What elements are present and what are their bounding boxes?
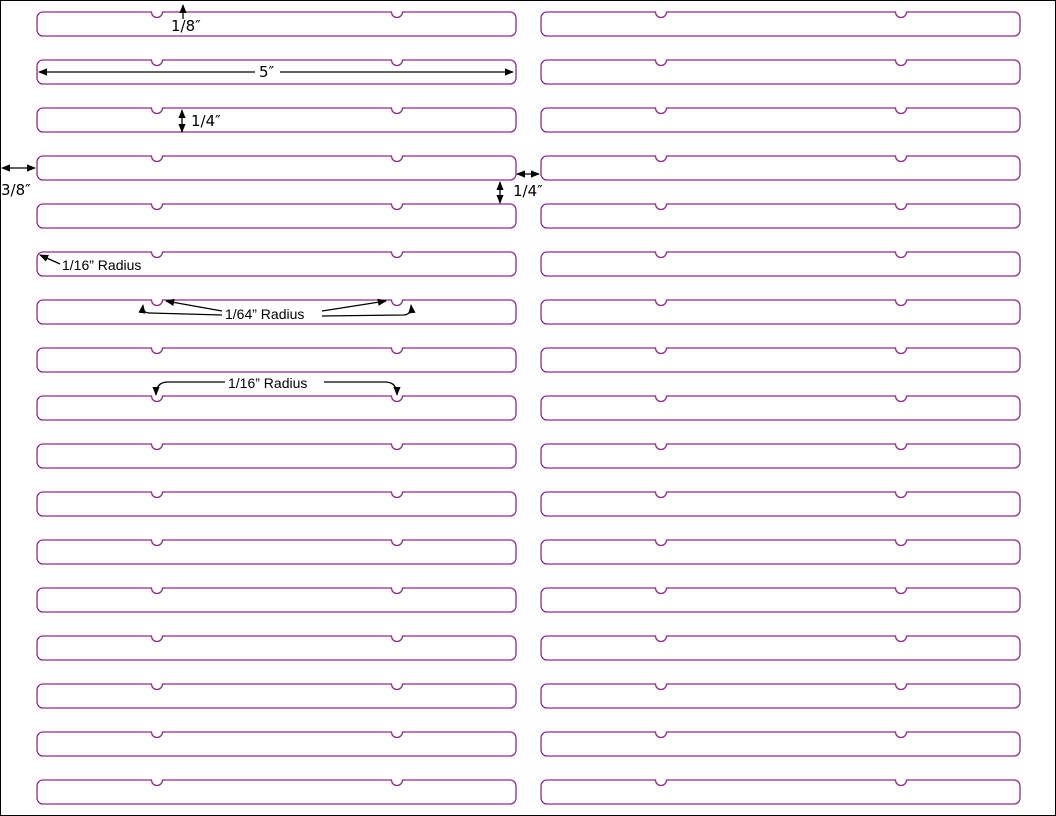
dimension-corner-radius [40,255,141,273]
label-outline [541,300,1020,324]
label-outline [37,396,516,420]
label-outline [541,156,1020,180]
label-outline [541,108,1020,132]
label-outline [541,396,1020,420]
label-outline [541,588,1020,612]
label-height-label: 1/4″ [191,112,221,130]
notch-height-label: 1/8″ [171,17,201,35]
notch-radius-arrow-right [324,382,397,395]
label-outline [37,588,516,612]
label-outline [37,636,516,660]
label-outline [541,12,1020,36]
label-grid [37,12,1020,804]
label-outline [37,492,516,516]
corner-radius-label: 1/16” Radius [62,257,142,273]
label-outline [37,684,516,708]
label-outline [541,780,1020,804]
label-outline [541,684,1020,708]
notch-corner-arrow-right-lower [322,305,411,316]
label-outline [37,12,516,36]
left-margin-label: 3/8″ [1,181,31,199]
label-outline [541,444,1020,468]
label-width-label: 5″ [259,63,275,81]
dimension-left-margin [1,168,35,199]
label-outline [541,204,1020,228]
notch-corner-arrow-left-upper [166,301,222,311]
label-outline [541,732,1020,756]
dimension-notch-radius [156,375,397,395]
label-outline [37,780,516,804]
label-outline [37,540,516,564]
label-outline [541,60,1020,84]
label-outline [541,540,1020,564]
notch-radius-label: 1/16” Radius [228,375,308,391]
label-outline [37,204,516,228]
label-outline [541,348,1020,372]
sheet-border [1,1,1056,816]
label-outline [37,348,516,372]
dimension-notch-corner-radius [143,301,411,322]
label-outline [541,636,1020,660]
dimension-column-gap [500,174,543,203]
label-outline [37,156,516,180]
dimension-label-height [182,110,221,132]
label-outline [37,444,516,468]
notch-radius-arrow-left [156,382,225,395]
label-outline [541,492,1020,516]
notch-corner-arrow-left-lower [143,305,222,315]
column-gap-label: 1/4″ [513,182,543,200]
dimension-label-width [39,63,513,81]
label-outline [37,732,516,756]
label-outline [37,108,516,132]
notch-corner-radius-label: 1/64” Radius [225,306,305,322]
dimension-notch-height [171,5,201,35]
corner-radius-arrow [40,255,60,264]
label-outline [541,252,1020,276]
notch-corner-arrow-right-upper [322,301,386,311]
